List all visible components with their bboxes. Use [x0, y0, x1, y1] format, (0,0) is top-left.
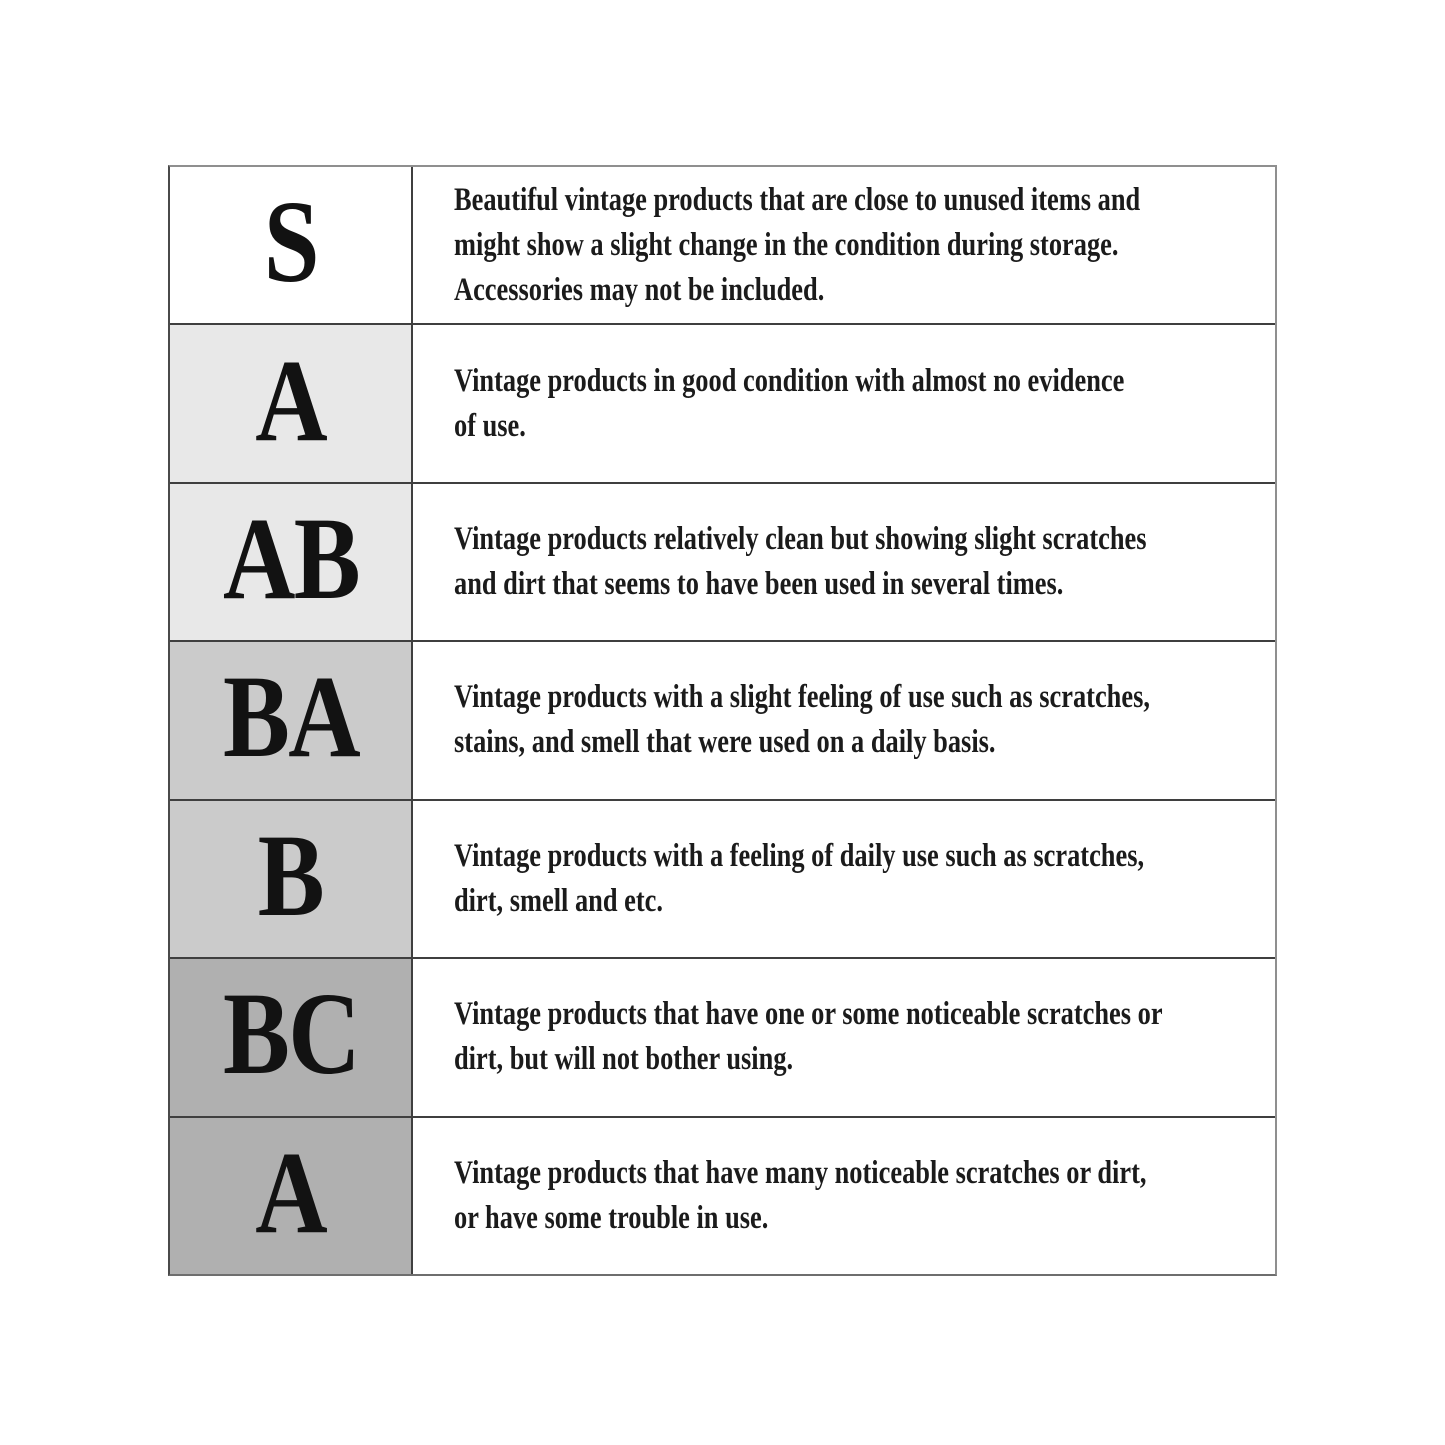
grade-cell [170, 484, 413, 640]
grade-label: B [257, 809, 324, 941]
description-line: might show a slight change in the condition during storage. [454, 226, 1119, 263]
grade-label: S [263, 176, 318, 308]
description-line: Vintage products with a slight feeling of use such as scratches, [454, 679, 1150, 716]
description-line: Vintage products relatively clean but showing slight scratches [454, 521, 1147, 558]
description-cell [413, 959, 1275, 1115]
description-line: Beautiful vintage products that are close to unused items and [454, 181, 1141, 218]
table-row [170, 799, 1275, 957]
grade-label: AB [222, 493, 359, 625]
description-cell [413, 325, 1275, 481]
description-line: dirt, but will not bother using. [454, 1041, 794, 1078]
table-row [170, 957, 1275, 1115]
description-line: or have some trouble in use. [454, 1199, 769, 1236]
table-row [170, 1116, 1275, 1274]
grade-cell [170, 959, 413, 1115]
table-row [170, 640, 1275, 798]
description-line: Vintage products that have many noticeable scratches or dirt, [454, 1154, 1147, 1191]
grade-label: BA [222, 651, 359, 783]
description-line: stains, and smell that were used on a daily basis. [454, 724, 996, 761]
description-line: dirt, smell and etc. [454, 882, 663, 919]
grade-cell [170, 642, 413, 798]
description-line: Vintage products in good condition with almost no evidence [454, 362, 1125, 399]
grade-label: A [255, 334, 326, 466]
description-line: of use. [454, 407, 526, 444]
description-line: and dirt that seems to have been used in several times. [454, 566, 1064, 603]
grade-label: A [255, 1126, 326, 1258]
description-cell [413, 1118, 1275, 1274]
table-row [170, 323, 1275, 481]
grade-cell [170, 325, 413, 481]
grade-cell [170, 1118, 413, 1274]
grade-cell [170, 167, 413, 323]
description-cell [413, 484, 1275, 640]
table-row [170, 167, 1275, 323]
table-row [170, 482, 1275, 640]
condition-grade-table [168, 165, 1277, 1276]
description-cell [413, 801, 1275, 957]
description-cell [413, 167, 1275, 323]
description-line: Vintage products with a feeling of daily use such as scratches, [454, 837, 1145, 874]
description-cell [413, 642, 1275, 798]
description-line: Vintage products that have one or some noticeable scratches or [454, 996, 1163, 1033]
grade-cell [170, 801, 413, 957]
grade-label: BC [222, 968, 359, 1100]
description-line: Accessories may not be included. [454, 271, 825, 308]
